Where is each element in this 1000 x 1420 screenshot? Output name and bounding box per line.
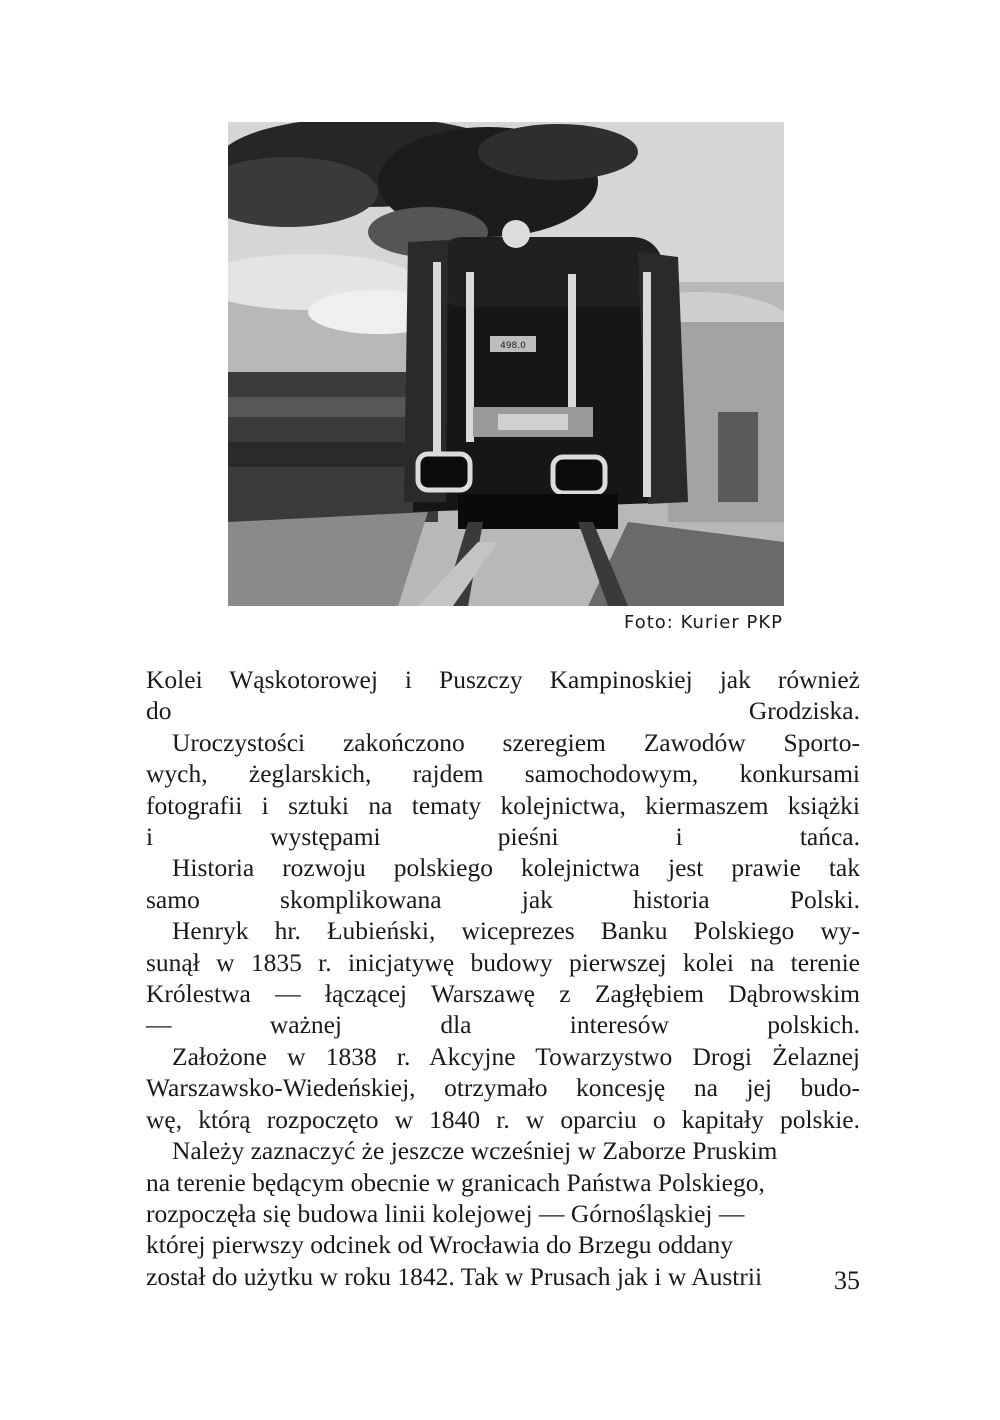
text-line: fotografii i sztuki na tematy kolejnictwa, kiermaszem książki [146, 790, 860, 820]
text-line: Kolei Wąskotorowej i Puszczy Kampinoskiej jak również [146, 665, 860, 694]
text-line: i występami pieśni i tańca. [146, 822, 860, 852]
page-number: 35 [834, 1266, 860, 1295]
text-line: na terenie będącym obecnie w granicach Państwa Polskiego, [146, 1167, 765, 1197]
paragraph-6 [146, 1135, 860, 1292]
text-line: której pierwszy odcinek od Wrocławia do Brzegu oddany [146, 1230, 733, 1260]
text-line: — ważnej dla interesów polskich. [146, 1010, 860, 1040]
locomotive-number-plate: 498.0 [500, 341, 526, 351]
text-line: rozpoczęła się budowa linii kolejowej — Górnośląskiej — [146, 1198, 745, 1228]
text-line: Królestwa — łączącej Warszawę z Zagłębiem Dąbrowskim [146, 979, 860, 1009]
text-line: Henryk hr. Łubieński, wiceprezes Banku Polskiego wy- [172, 916, 860, 946]
text-line: wych, żeglarskich, rajdem samochodowym, konkursami [146, 759, 860, 789]
paragraph-5 [146, 1041, 860, 1135]
text-line: sunął w 1835 r. inicjatywę budowy pierwszej kolei na terenie [146, 947, 860, 977]
paragraph-1 [146, 664, 860, 727]
locomotive-photo [228, 122, 784, 606]
paragraph-3 [146, 852, 860, 915]
paragraph-2 [146, 727, 860, 853]
photo-caption: Foto: Kurier PKP [623, 612, 783, 633]
text-line: do Grodziska. [146, 696, 860, 726]
text-line: został do użytku w roku 1842. Tak w Prusach jak i w Austrii [146, 1261, 763, 1291]
text-line: wę, którą rozpoczęto w 1840 r. w oparciu o kapitały polskie. [146, 1104, 860, 1134]
text-line: Historia rozwoju polskiego kolejnictwa jest prawie tak [172, 853, 860, 883]
text-line: samo skomplikowana jak historia Polski. [146, 884, 860, 914]
text-line: Uroczystości zakończono szeregiem Zawodów Sporto- [172, 727, 860, 757]
text-line: Założone w 1838 r. Akcyjne Towarzystwo Drogi Żelaznej [172, 1041, 860, 1071]
text-line: Warszawsko-Wiedeńskiej, otrzymało koncesję na jej budo- [146, 1073, 860, 1103]
paragraph-4 [146, 915, 860, 1041]
text-line: Należy zaznaczyć że jeszcze wcześniej w Zaborze Pruskim [172, 1136, 778, 1166]
body-text [146, 664, 860, 1292]
